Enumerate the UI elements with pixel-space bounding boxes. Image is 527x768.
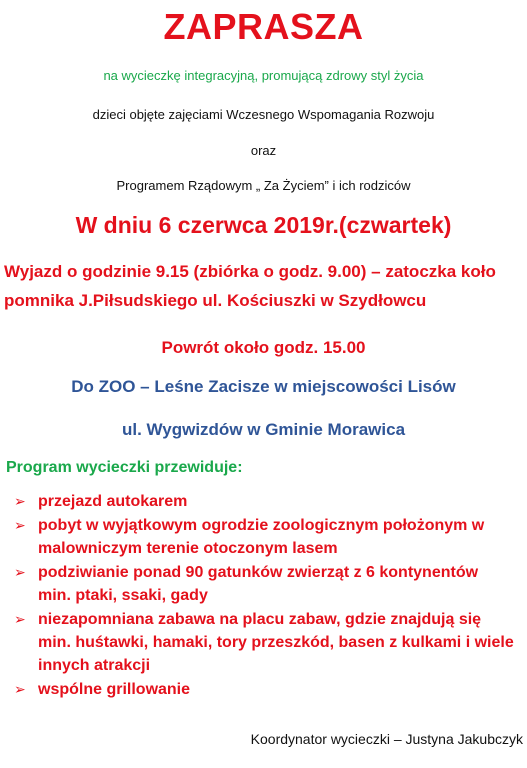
list-item-text: malowniczym terenie otoczonym lasem: [38, 540, 338, 557]
trip-description: na wycieczkę integracyjną, promującą zdrowy styl życia: [103, 68, 424, 83]
list-item: [6, 678, 527, 701]
list-item-text: podziwianie ponad 90 gatunków zwierząt z 6 kontynentów: [38, 564, 479, 581]
list-item: [6, 561, 527, 607]
arrow-bullet-icon: ➢: [14, 611, 26, 627]
list-item-text: niezapomniana zabawa na placu zabaw, gdzie znajdują się: [38, 611, 482, 628]
list-item: [6, 608, 527, 677]
list-item-text: min. huśtawki, hamaki, tory przeszkód, basen z kulkami i wiele: [38, 634, 514, 651]
page-title: ZAPRASZA: [163, 6, 364, 47]
destination-line-1: Do ZOO – Leśne Zacisze w miejscowości Lisów: [71, 377, 456, 396]
and-text: oraz: [250, 143, 277, 158]
list-item-text: przejazd autokarem: [38, 493, 188, 510]
departure-line-2: pomnika J.Piłsudskiego ul. Kościuszki w Szydłowcu: [4, 291, 427, 310]
arrow-bullet-icon: ➢: [14, 493, 26, 509]
list-item-text: innych atrakcji: [38, 657, 151, 674]
arrow-bullet-icon: ➢: [14, 681, 26, 697]
list-item-text: wspólne grillowanie: [38, 681, 191, 698]
list-item-text: pobyt w wyjątkowym ogrodzie zoologicznym położonym w: [38, 517, 485, 534]
list-item-text: min. ptaki, ssaki, gady: [38, 587, 208, 604]
event-date: W dniu 6 czerwca 2019r.(czwartek): [75, 212, 452, 238]
children-description: dzieci objęte zajęciami Wczesnego Wspomagania Rozwoju: [92, 107, 435, 122]
return-time: Powrót około godz. 15.00: [161, 338, 366, 357]
program-list: [6, 490, 527, 702]
arrow-bullet-icon: ➢: [14, 564, 26, 580]
list-item: [6, 514, 527, 560]
destination-line-2: ul. Wygwizdów w Gminie Morawica: [121, 420, 406, 439]
government-program: Programem Rządowym „ Za Życiem” i ich rodziców: [116, 178, 411, 193]
program-heading: Program wycieczki przewiduje:: [6, 459, 243, 476]
list-item: [6, 490, 527, 513]
departure-line-1: Wyjazd o godzinie 9.15 (zbiórka o godz. 9.00) – zatoczka koło: [4, 262, 496, 281]
arrow-bullet-icon: ➢: [14, 517, 26, 533]
coordinator-signature: Koordynator wycieczki – Justyna Jakubczyk: [250, 731, 523, 747]
